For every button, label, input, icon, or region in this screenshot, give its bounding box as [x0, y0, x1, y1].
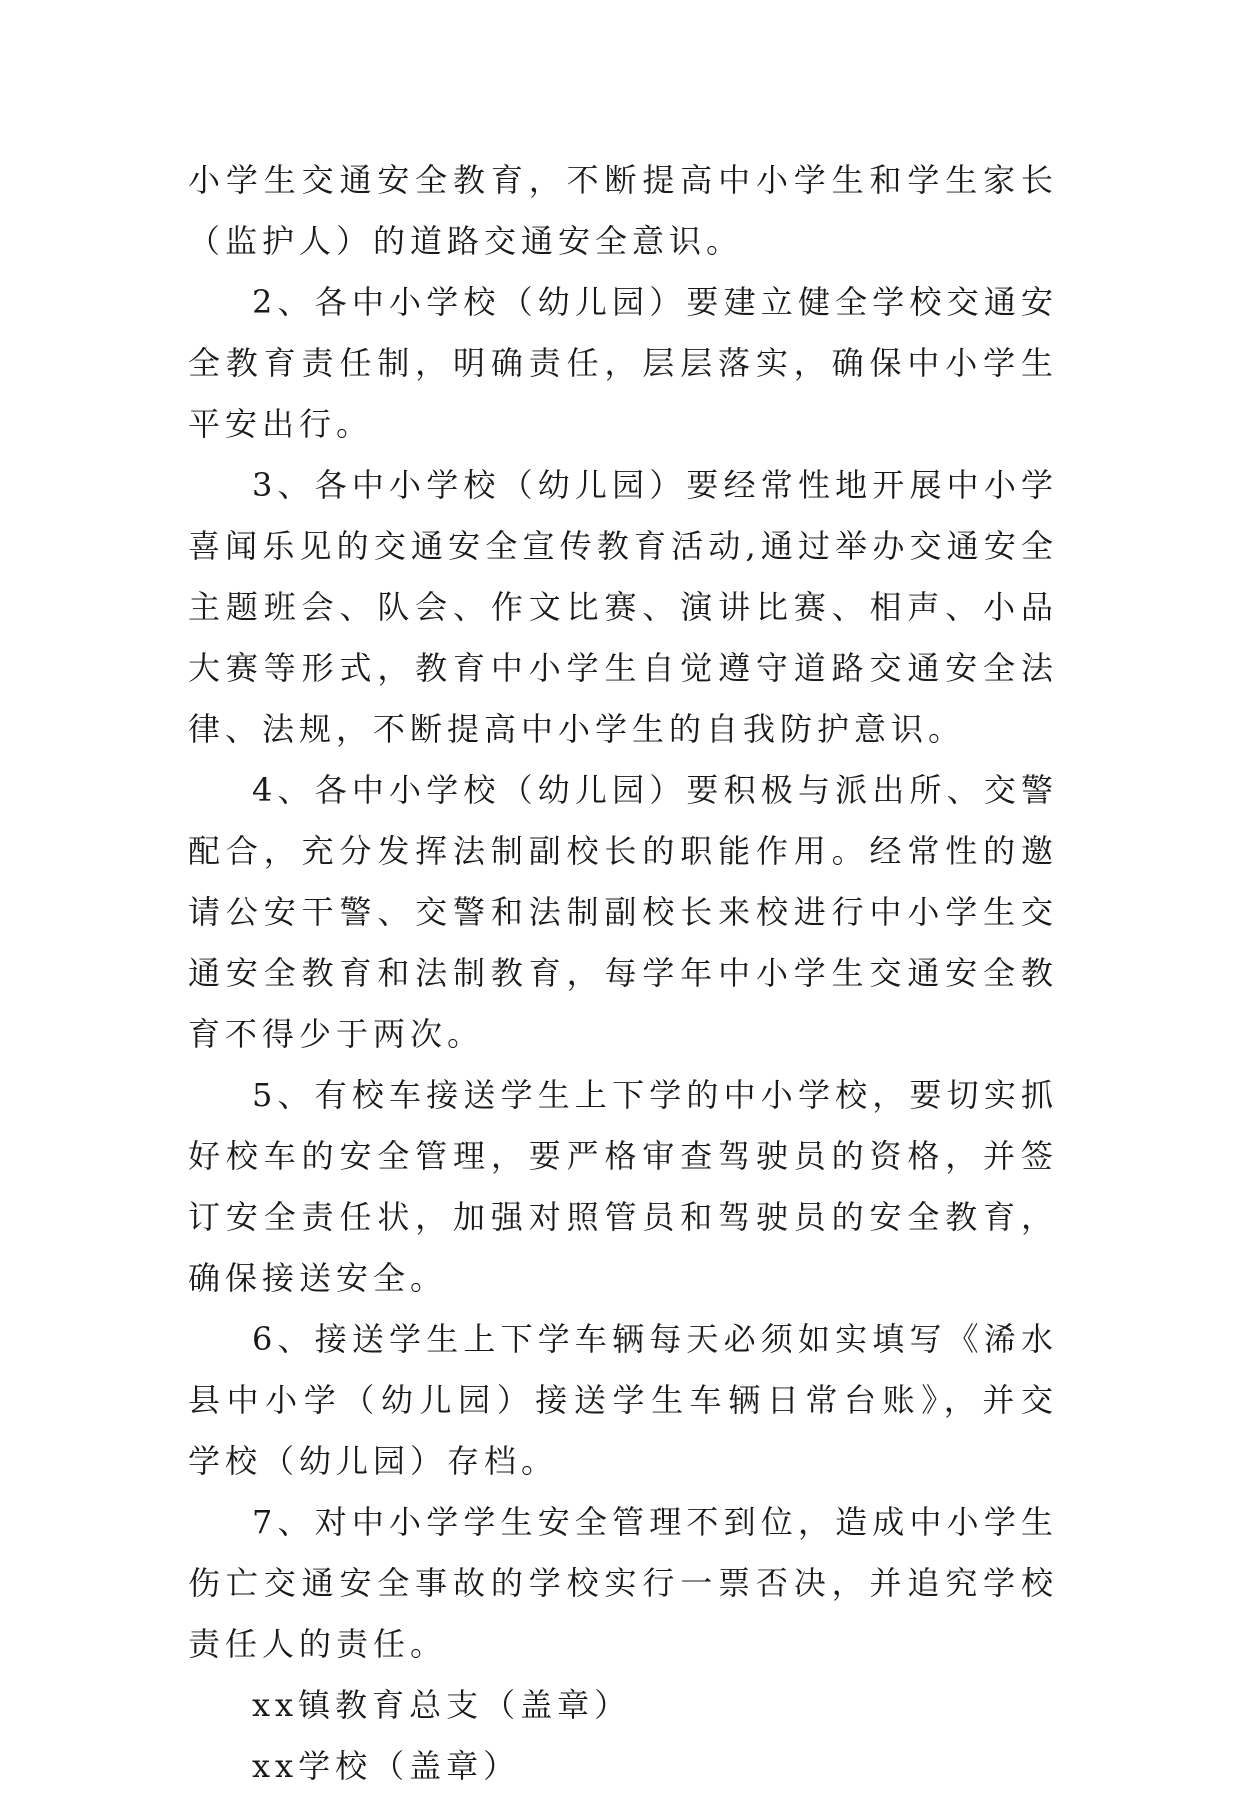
paragraph-item-7: 7、对中小学学生安全管理不到位，造成中小学生伤亡交通安全事故的学校实行一票否决，并追究学校责任人的责任。	[188, 1503, 1058, 1663]
signature-education-branch: xx镇教育总支（盖章）	[252, 1686, 632, 1724]
paragraph-item-4: 4、各中小学校（幼儿园）要积极与派出所、交警配合，充分发挥法制副校长的职能作用。经常性的邀请公安干警、交警和法制副校长来校进行中小学生交通安全教育和法制教育，每学年中小学生交通安全教育不得少于两次。	[188, 771, 1058, 1053]
paragraph-continuation: 小学生交通安全教育，不断提高中小学生和学生家长（监护人）的道路交通安全意识。	[188, 161, 1058, 260]
signature-school: xx学校（盖章）	[252, 1747, 521, 1785]
paragraph-item-6: 6、接送学生上下学车辆每天必须如实填写《浠水县中小学（幼儿园）接送学生车辆日常台账》，并交学校（幼儿园）存档。	[188, 1320, 1058, 1480]
paragraph-item-3: 3、各中小学校（幼儿园）要经常性地开展中小学喜闻乐见的交通安全宣传教育活动,通过举办交通安全主题班会、队会、作文比赛、演讲比赛、相声、小品大赛等形式，教育中小学生自觉遵守道路交通安全法律、法规，不断提高中小学生的自我防护意识。	[188, 466, 1058, 748]
document-body	[188, 150, 1058, 1797]
paragraph-item-5: 5、有校车接送学生上下学的中小学校，要切实抓好校车的安全管理，要严格审查驾驶员的资格，并签订安全责任状，加强对照管员和驾驶员的安全教育，确保接送安全。	[188, 1076, 1058, 1297]
paragraph-item-2: 2、各中小学校（幼儿园）要建立健全学校交通安全教育责任制，明确责任，层层落实，确保中小学生平安出行。	[188, 283, 1058, 443]
